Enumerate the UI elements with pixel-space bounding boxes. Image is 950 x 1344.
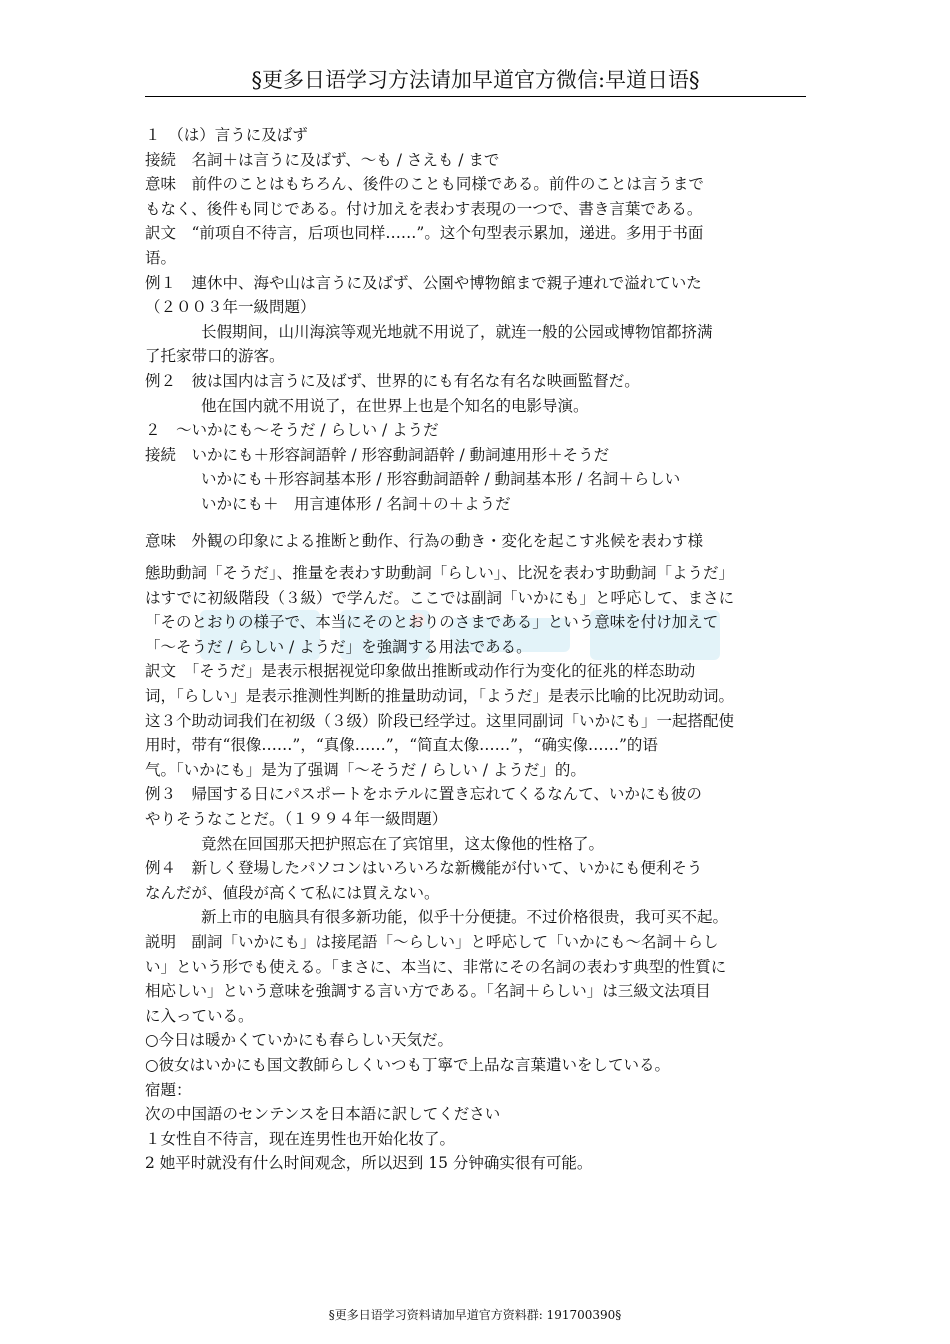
line: 「そのとおりの様子で、本当にそのとおりのさまである」という意味を付け加えて [145, 613, 719, 632]
line: 説明 副詞「いかにも」は接尾語「～らしい」と呼応して「いかにも～名詞＋らし [145, 933, 719, 951]
line: なんだが、値段が高くて私には買えない。 [145, 883, 440, 902]
line: 訳文 「そうだ」是表示根据视觉印象做出推断或动作行为变化的征兆的样态助动 [145, 662, 696, 681]
line: 竟然在回国那天把护照忘在了宾馆里，这太像他的性格了。 [201, 834, 605, 853]
line: 宿題： [145, 1080, 192, 1099]
line: 意味 外観の印象による推断と動作、行為の動き・変化を起こす兆候を表わす様 [145, 531, 704, 550]
document-body [145, 123, 809, 1176]
line: 例１ 連休中、海や山は言うに及ばず、公園や博物館まで親子連れで溢れていた [145, 273, 702, 292]
line: いかにも＋形容詞基本形 / 形容動詞語幹 / 動詞基本形 / 名詞＋らしい [201, 470, 681, 489]
line: 意味 前件のことはもちろん、後件のことも同様である。前件のことは言うまで [145, 175, 704, 194]
line: に入っている。 [145, 1006, 254, 1025]
line: もなく、後件も同じである。付け加えを表わす表現の一つで、書き言葉である。 [145, 199, 703, 218]
line: 態助動詞「そうだ」、推量を表わす助動詞「らしい」、比況を表わす助動詞「ようだ」 [145, 564, 735, 583]
line: 「～そうだ / らしい / ようだ」を強調する用法である。 [145, 637, 532, 656]
line: 新上市的电脑具有很多新功能，似乎十分便捷。不过价格很贵，我可买不起。 [201, 908, 729, 927]
line: 例２ 彼は国内は言うに及ばず、世界的にも有名な有名な映画監督だ。 [145, 371, 640, 390]
line: ２ ～いかにも～そうだ / らしい / ようだ [145, 421, 439, 440]
line: ○彼女はいかにも国文教師らしくいつも丁寧で上品な言葉遣いをしている。 [145, 1055, 671, 1074]
line: 气。「いかにも」是为了强调「～そうだ / らしい / ようだ」的。 [145, 760, 586, 779]
line: やりそうなことだ。（１９９４年一級問題） [145, 810, 448, 829]
line: 长假期间，山川海滨等观光地就不用说了，就连一般的公园或博物馆都挤满 [201, 322, 713, 341]
page-header [145, 66, 806, 97]
footer-text: §更多日语学习资料请加早道官方资料群: 191700390§ [328, 1308, 622, 1322]
line: い」という形でも使える。「まさに、本当に、非常にその名詞の表わす典型的性質に [145, 957, 727, 976]
line: 2 她平时就没有什么时间观念，所以迟到 15 分钟确实很有可能。 [145, 1154, 593, 1173]
line: 接続 名詞＋は言うに及ばず、～も / さえも / まで [145, 150, 500, 169]
line: いかにも＋ 用言連体形 / 名詞＋の＋ようだ [201, 494, 511, 513]
line: １ （は）言うに及ばず [145, 126, 308, 144]
header-title: §更多日语学习方法请加早道官方微信:早道日语§ [251, 68, 700, 92]
line: 语。 [145, 248, 177, 267]
line: 这３个助动词我们在初级（３级）阶段已经学过。这里同副词「いかにも」一起搭配使 [145, 711, 735, 730]
line: 例４ 新しく登場したパソコンはいろいろな新機能が付いて、いかにも便利そう [145, 859, 703, 878]
line: 用时，带有“很像……”，“真像……”，“简直太像……”，“确实像……”的语 [145, 736, 658, 755]
line: 相応しい」という意味を強調する言い方である。「名詞＋らしい」は三級文法項目 [145, 982, 711, 1001]
line: 次の中国語のセンテンスを日本語に訳してください [145, 1105, 501, 1124]
line: 他在国内就不用说了，在世界上也是个知名的电影导演。 [201, 396, 589, 415]
line: 訳文 “前项自不待言，后项也同样……”。这个句型表示累加，递进。多用于书面 [145, 224, 704, 243]
line: （２００３年一級問題） [145, 298, 316, 317]
line: ○今日は暖かくていかにも春らしい天気だ。 [145, 1031, 454, 1050]
line: はすでに初級階段（３級）で学んだ。ここでは副詞「いかにも」と呼応して、まさに [145, 588, 735, 607]
line: 例３ 帰国する日にパスポートをホテルに置き忘れてくるなんて、いかにも彼の [145, 785, 702, 804]
line: 词，「らしい」是表示推测性判断的推量助动词，「ようだ」是表示比喻的比况助动词。 [145, 687, 735, 706]
line: 了托家带口的游客。 [145, 347, 285, 366]
page-footer [0, 1306, 950, 1323]
line: 接続 いかにも＋形容詞語幹 / 形容動詞語幹 / 動詞連用形＋そうだ [145, 445, 610, 464]
line: １女性自不待言，现在连男性也开始化妆了。 [145, 1129, 456, 1148]
